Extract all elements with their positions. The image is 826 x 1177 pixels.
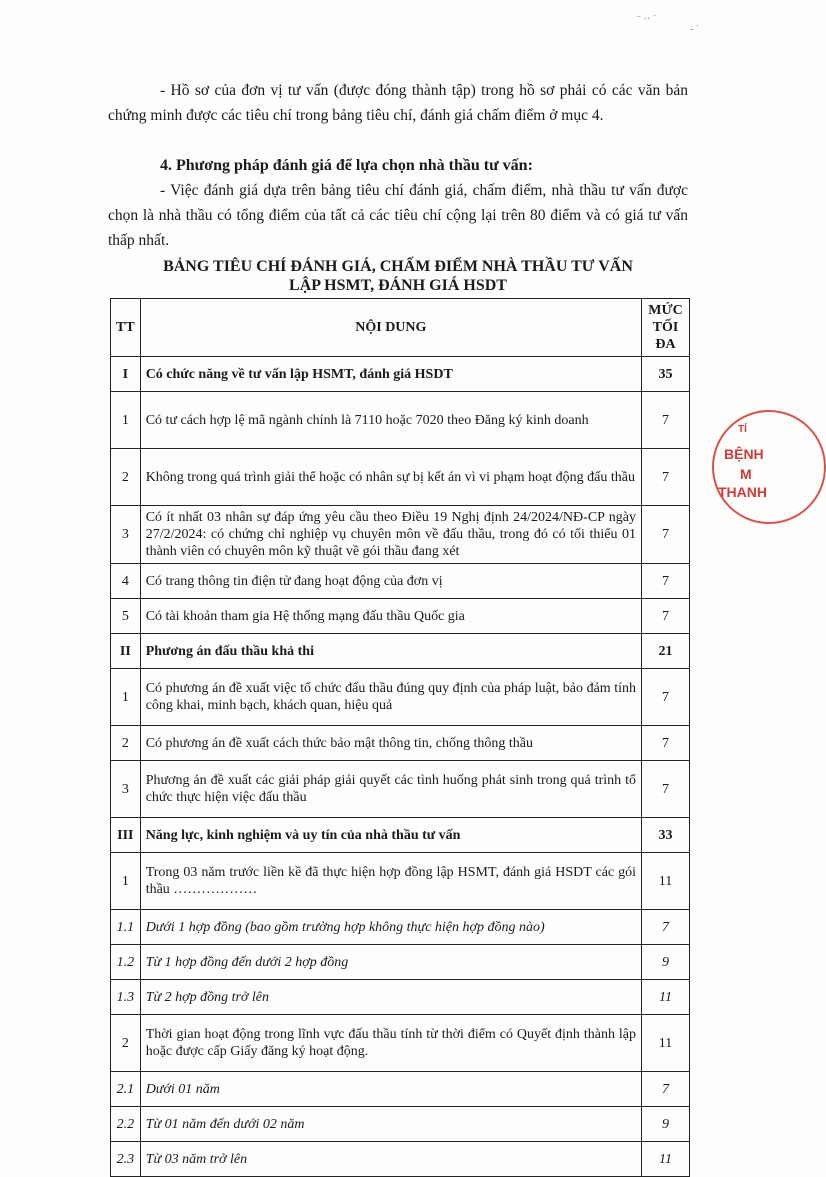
row-tt: 1 xyxy=(111,853,141,910)
scan-speck: - ˙ xyxy=(690,24,700,35)
row-max: 7 xyxy=(642,1072,690,1107)
row-max: 7 xyxy=(642,392,690,449)
header-max: MỨC TỐI ĐA xyxy=(642,299,690,357)
row-max: 7 xyxy=(642,669,690,726)
row-content: Có tài khoản tham gia Hệ thống mạng đấu thầu Quốc gia xyxy=(140,599,641,634)
row-tt: 2.1 xyxy=(111,1072,141,1107)
stamp-text: TỈ xyxy=(738,424,747,435)
row-tt: 3 xyxy=(111,506,141,564)
table-row xyxy=(111,564,690,599)
row-tt: 2.3 xyxy=(111,1142,141,1177)
row-content: Phương án đề xuất các giải pháp giải quyết các tình huống phát sinh trong quá trình tổ chức thực hiện việc đấu thầu xyxy=(140,761,641,818)
paragraph-evaluation: - Việc đánh giá dựa trên bảng tiêu chí đánh giá, chấm điểm, nhà thầu tư vấn được chọn là nhà thầu có tổng điểm của tất cả các tiêu chí cộng lại trên 80 điểm và có giá tư vấn thấp nhất. xyxy=(108,182,688,249)
table-title-line2: LẬP HSMT, ĐÁNH GIÁ HSDT xyxy=(289,277,507,294)
table-header-row xyxy=(111,299,690,357)
row-content: Có phương án đề xuất cách thức bảo mật thông tin, chống thông thầu xyxy=(140,726,641,761)
row-max: 9 xyxy=(642,945,690,980)
table-row xyxy=(111,1142,690,1177)
row-max: 7 xyxy=(642,599,690,634)
row-content: Dưới 1 hợp đồng (bao gồm trường hợp không thực hiện hợp đồng nào) xyxy=(140,910,641,945)
table-row xyxy=(111,634,690,669)
row-max: 11 xyxy=(642,1142,690,1177)
table-row xyxy=(111,853,690,910)
row-tt: 5 xyxy=(111,599,141,634)
header-content: NỘI DUNG xyxy=(140,299,641,357)
row-content: Không trong quá trình giải thể hoặc có nhân sự bị kết án vì vi phạm hoạt động đấu thầu xyxy=(140,449,641,506)
row-content: Năng lực, kinh nghiệm và uy tín của nhà thầu tư vấn xyxy=(140,818,641,853)
paragraph-documents: - Hồ sơ của đơn vị tư vấn (được đóng thành tập) trong hồ sơ phải có các văn bản chứng minh được các tiêu chí trong bảng tiêu chí, đánh giá chấm điểm ở mục 4. xyxy=(108,82,688,124)
table-row xyxy=(111,818,690,853)
stamp-text: M xyxy=(740,466,752,482)
row-tt: 3 xyxy=(111,761,141,818)
stamp-text: THANH xyxy=(718,484,767,500)
row-tt: I xyxy=(111,357,141,392)
row-max: 33 xyxy=(642,818,690,853)
header-tt: TT xyxy=(111,299,141,357)
row-content: Phương án đấu thầu khả thi xyxy=(140,634,641,669)
table-row xyxy=(111,1072,690,1107)
row-max: 7 xyxy=(642,564,690,599)
row-max: 11 xyxy=(642,1015,690,1072)
row-content: Từ 1 hợp đồng đến dưới 2 hợp đồng xyxy=(140,945,641,980)
row-tt: 1.2 xyxy=(111,945,141,980)
table-row xyxy=(111,945,690,980)
row-content: Trong 03 năm trước liền kề đã thực hiện hợp đồng lập HSMT, đánh giá HSDT các gói thầu ……………… xyxy=(140,853,641,910)
row-tt: 2.2 xyxy=(111,1107,141,1142)
row-tt: 2 xyxy=(111,726,141,761)
table-row xyxy=(111,392,690,449)
row-tt: 1 xyxy=(111,669,141,726)
row-max: 7 xyxy=(642,761,690,818)
row-content: Từ 01 năm đến dưới 02 năm xyxy=(140,1107,641,1142)
table-row xyxy=(111,761,690,818)
row-tt: 2 xyxy=(111,1015,141,1072)
row-max: 11 xyxy=(642,980,690,1015)
table-row xyxy=(111,506,690,564)
row-tt: 1.1 xyxy=(111,910,141,945)
table-title-line1: BẢNG TIÊU CHÍ ĐÁNH GIÁ, CHẤM ĐIỂM NHÀ THẦU TƯ VẤN xyxy=(163,258,633,275)
row-content: Có ít nhất 03 nhân sự đáp ứng yêu cầu theo Điều 19 Nghị định 24/2024/NĐ-CP ngày 27/2/2024: có chứng chỉ nghiệp vụ chuyên môn về đấu thầu, trong đó có tối thiểu 01 thành viên có chuyên môn kỹ thuật về gói thầu đang xét xyxy=(140,506,641,564)
row-content: Có tư cách hợp lệ mã ngành chính là 7110 hoặc 7020 theo Đăng ký kinh doanh xyxy=(140,392,641,449)
row-content: Có chức năng về tư vấn lập HSMT, đánh giá HSDT xyxy=(140,357,641,392)
section-heading-4: 4. Phương pháp đánh giá để lựa chọn nhà thầu tư vấn: xyxy=(160,157,533,174)
table-row xyxy=(111,357,690,392)
row-max: 7 xyxy=(642,506,690,564)
row-content: Từ 2 hợp đồng trở lên xyxy=(140,980,641,1015)
scan-speck: ⁻ ·· ˙ xyxy=(636,14,657,25)
row-max: 9 xyxy=(642,1107,690,1142)
row-max: 11 xyxy=(642,853,690,910)
stamp-text: BỆNH xyxy=(724,446,764,462)
table-row xyxy=(111,910,690,945)
row-content: Thời gian hoạt động trong lĩnh vực đấu thầu tính từ thời điểm có Quyết định thành lập hoặc được cấp Giấy đăng ký hoạt động. xyxy=(140,1015,641,1072)
table-row xyxy=(111,980,690,1015)
row-max: 21 xyxy=(642,634,690,669)
table-row xyxy=(111,669,690,726)
row-max: 7 xyxy=(642,726,690,761)
criteria-table xyxy=(110,298,690,1177)
table-row xyxy=(111,1107,690,1142)
row-tt: 1.3 xyxy=(111,980,141,1015)
row-tt: 2 xyxy=(111,449,141,506)
row-max: 7 xyxy=(642,910,690,945)
row-max: 35 xyxy=(642,357,690,392)
row-content: Có trang thông tin điện tử đang hoạt động của đơn vị xyxy=(140,564,641,599)
row-content: Từ 03 năm trở lên xyxy=(140,1142,641,1177)
row-tt: 4 xyxy=(111,564,141,599)
table-row xyxy=(111,449,690,506)
row-tt: II xyxy=(111,634,141,669)
table-row xyxy=(111,726,690,761)
row-content: Dưới 01 năm xyxy=(140,1072,641,1107)
row-tt: III xyxy=(111,818,141,853)
row-tt: 1 xyxy=(111,392,141,449)
table-row xyxy=(111,599,690,634)
table-row xyxy=(111,1015,690,1072)
row-content: Có phương án đề xuất việc tổ chức đấu thầu đúng quy định của pháp luật, bảo đảm tính công khai, minh bạch, khách quan, hiệu quả xyxy=(140,669,641,726)
red-seal-stamp xyxy=(712,410,826,524)
row-max: 7 xyxy=(642,449,690,506)
